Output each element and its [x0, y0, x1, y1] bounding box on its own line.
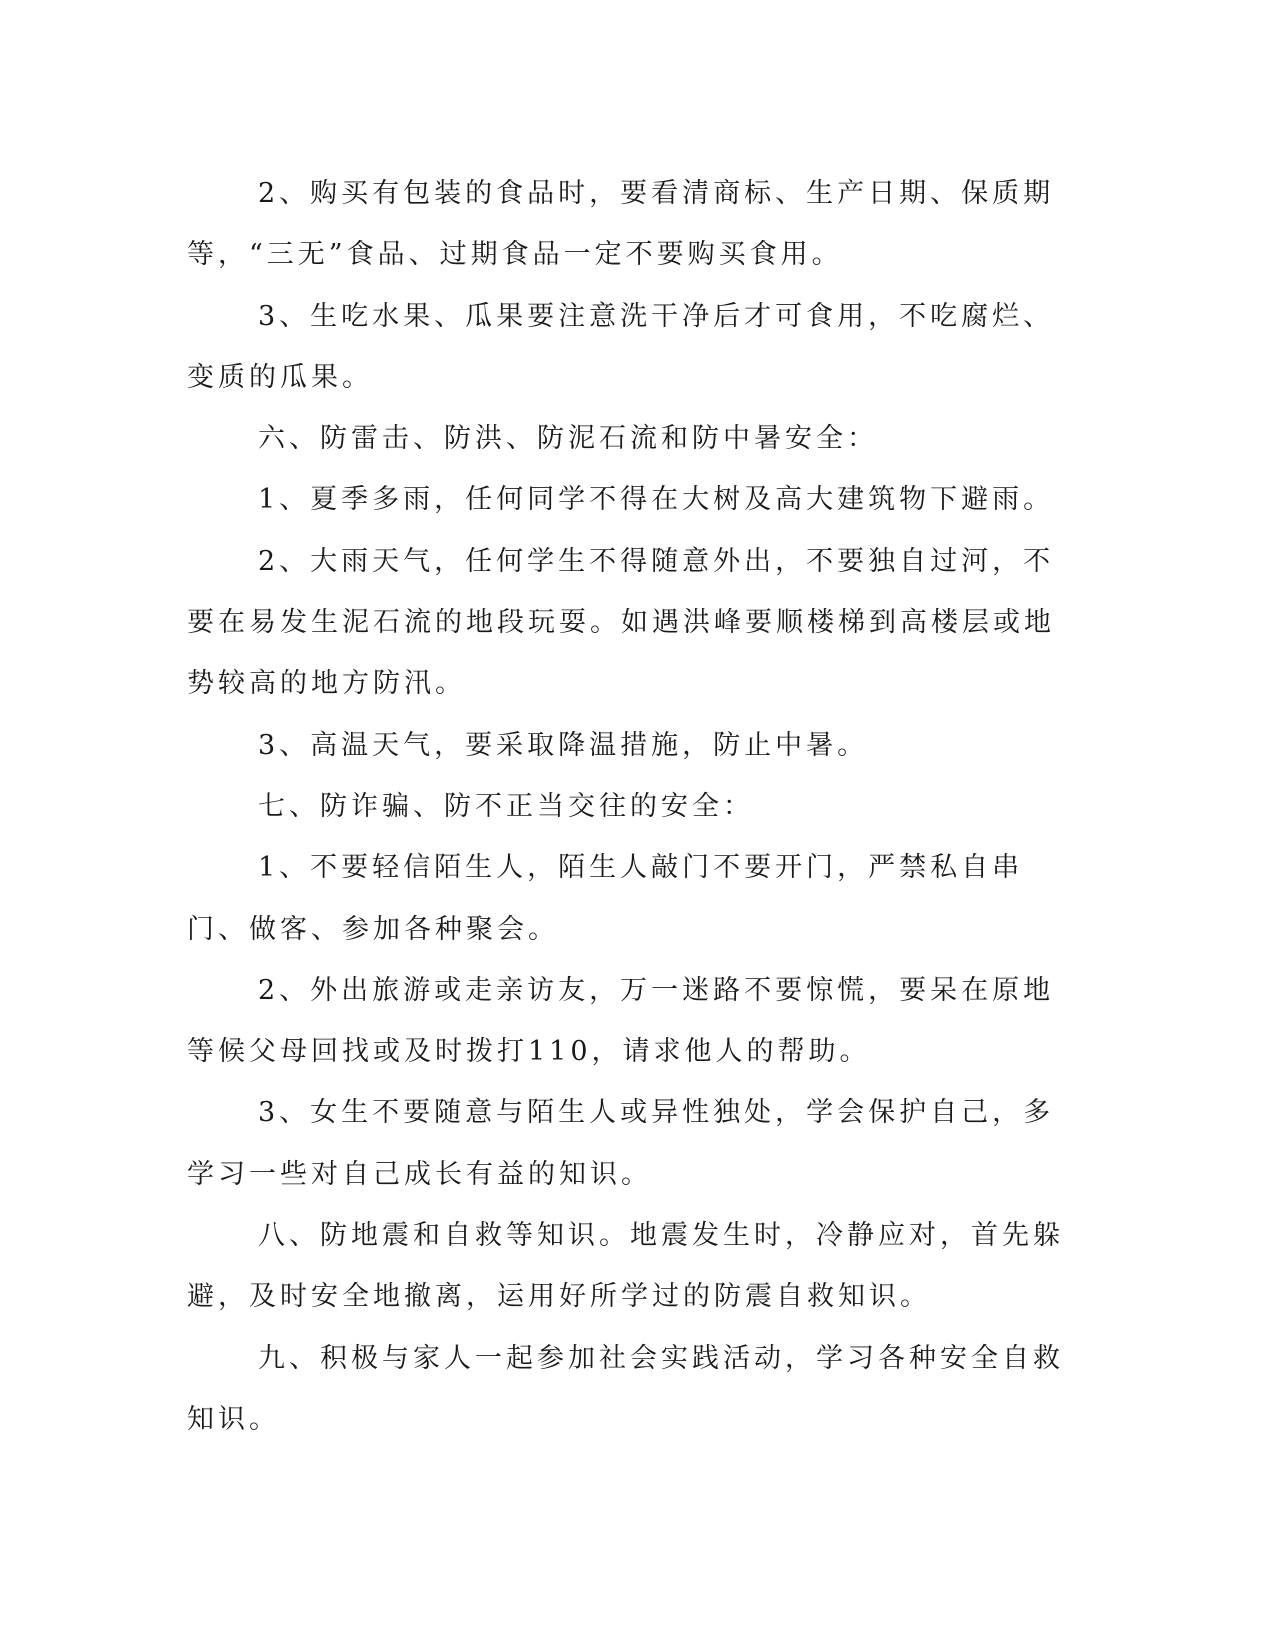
paragraph-lost: 2、外出旅游或走亲访友，万一迷路不要惊慌，要呆在原地等候父母回找或及时拨打110，请求他人的帮助。 — [187, 974, 1055, 1068]
section-heading-seven: 七、防诈骗、防不正当交往的安全： — [258, 790, 754, 822]
paragraph-self-protection: 3、女生不要随意与陌生人或异性独处，学会保护自己，多学习一些对自己成长有益的知识。 — [187, 1097, 1055, 1190]
paragraph-wash-fruit: 3、生吃水果、瓜果要注意洗干净后才可食用，不吃腐烂、变质的瓜果。 — [187, 300, 1055, 393]
paragraph-heatstroke: 3、高温天气，要采取降温措施，防止中暑。 — [258, 729, 869, 761]
section-heading-six: 六、防雷击、防洪、防泥石流和防中暑安全： — [258, 423, 878, 455]
paragraph-heavy-rain: 2、大雨天气，任何学生不得随意外出，不要独自过河，不要在易发生泥石流的地段玩耍。如遇洪峰要顺楼梯到高楼层或地势较高的地方防汛。 — [187, 545, 1055, 700]
paragraph-packaged-food: 2、购买有包装的食品时，要看清商标、生产日期、保质期等，“三无”食品、过期食品一定不要购买食用。 — [187, 178, 1055, 271]
paragraph-strangers: 1、不要轻信陌生人，陌生人敲门不要开门，严禁私自串门、做客、参加各种聚会。 — [187, 852, 1024, 945]
document-body — [187, 163, 1067, 1450]
section-heading-nine: 九、积极与家人一起参加社会实践活动，学习各种安全自救知识。 — [187, 1342, 1064, 1435]
paragraph-rain-shelter: 1、夏季多雨，任何同学不得在大树及高大建筑物下避雨。 — [258, 484, 1055, 516]
section-heading-eight: 八、防地震和自救等知识。地震发生时，冷静应对，首先躲避，及时安全地撤离，运用好所学过的防震自救知识。 — [187, 1220, 1064, 1313]
